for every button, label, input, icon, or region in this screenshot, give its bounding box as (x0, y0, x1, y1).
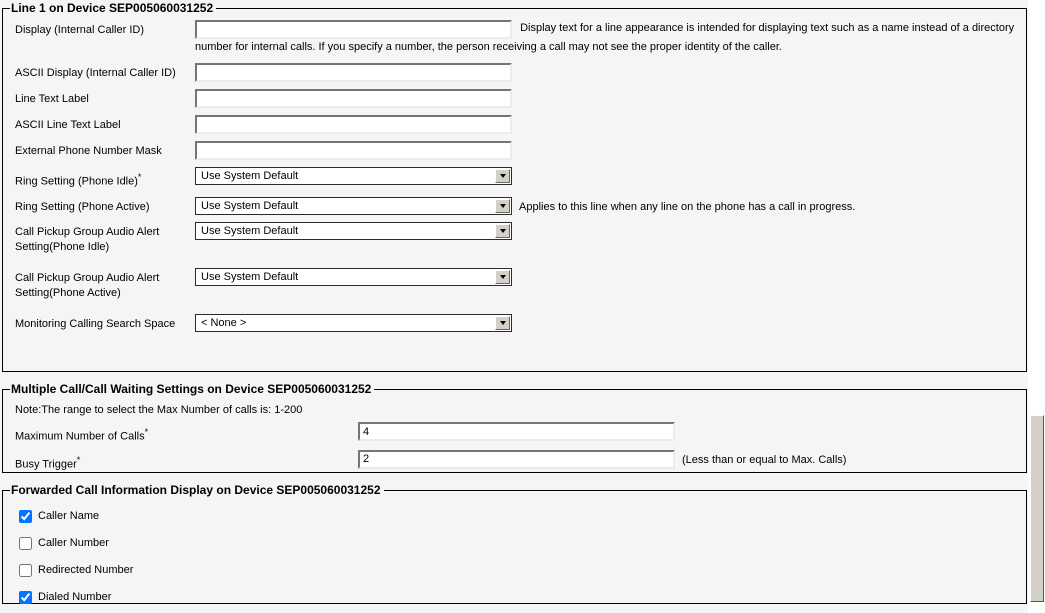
ring-setting-idle-selected-value: Use System Default (201, 170, 299, 182)
external-phone-number-mask-row (15, 141, 1018, 160)
ring-setting-idle-select[interactable] (195, 167, 512, 185)
ring-setting-idle-row (15, 167, 1018, 190)
redirected-number-row (19, 564, 1018, 577)
display-internal-caller-id-label: Display (Internal Caller ID) (15, 24, 144, 36)
busy-trigger-label: Busy Trigger* (15, 454, 81, 471)
pickup-alert-active-row (15, 268, 1018, 301)
busy-trigger-row (15, 450, 1018, 473)
dropdown-arrow-button[interactable] (495, 316, 510, 330)
redirected-number-label[interactable]: Redirected Number (38, 564, 134, 576)
forwarded-call-display-title: Forwarded Call Information Display on Device SEP005060031252 (11, 483, 381, 497)
caller-name-checkbox[interactable] (19, 510, 32, 523)
display-internal-caller-id-row (15, 20, 1018, 56)
ring-setting-active-row (15, 197, 1018, 215)
busy-trigger-help-text: (Less than or equal to Max. Calls) (682, 453, 847, 466)
dropdown-arrow-button[interactable] (495, 169, 510, 183)
ascii-display-row (15, 63, 1018, 82)
ring-setting-idle-label: Ring Setting (Phone Idle)* (15, 172, 142, 188)
multiple-call-settings-section (2, 383, 1027, 473)
ascii-display-input[interactable] (195, 63, 512, 82)
external-phone-number-mask-input[interactable] (195, 141, 512, 160)
display-internal-caller-id-input[interactable] (195, 20, 512, 39)
redirected-number-checkbox[interactable] (19, 564, 32, 577)
ring-setting-active-selected-value: Use System Default (201, 199, 299, 212)
ascii-display-label: ASCII Display (Internal Caller ID) (15, 67, 176, 79)
busy-trigger-input[interactable] (358, 450, 675, 469)
pickup-alert-active-label: Call Pickup Group Audio Alert Setting(Phone Active) (15, 271, 160, 299)
max-calls-range-note: Note:The range to select the Max Number of calls is: 1-200 (15, 404, 303, 416)
monitoring-css-label: Monitoring Calling Search Space (15, 317, 176, 330)
caller-number-row (19, 537, 1018, 550)
pickup-alert-idle-selected-value: Use System Default (201, 224, 299, 237)
caller-number-checkbox[interactable] (19, 537, 32, 550)
line-text-label-label: Line Text Label (15, 93, 89, 105)
maximum-number-of-calls-label: Maximum Number of Calls* (15, 427, 149, 443)
line-text-label-input[interactable] (195, 89, 512, 108)
pickup-alert-idle-select[interactable] (195, 222, 512, 240)
display-help-text: Display text for a line appearance is intended for displaying text such as a name instead of a directory number for internal calls. If you specify a number, the person receiving a call may not see the proper identity of the caller. (195, 22, 1015, 53)
maximum-number-of-calls-input[interactable] (358, 422, 675, 441)
dialed-number-row (19, 591, 1018, 604)
pickup-alert-idle-label: Call Pickup Group Audio Alert Setting(Phone Idle) (15, 225, 160, 253)
caller-number-label[interactable]: Caller Number (38, 537, 109, 549)
display-internal-caller-id-control (195, 20, 1018, 56)
required-asterisk: * (137, 172, 142, 182)
required-asterisk: * (76, 454, 81, 465)
line-text-label-row (15, 89, 1018, 108)
caller-name-label[interactable]: Caller Name (38, 510, 100, 522)
ascii-line-text-label-label: ASCII Line Text Label (15, 119, 121, 131)
ring-setting-active-select[interactable] (195, 197, 512, 215)
external-phone-number-mask-label: External Phone Number Mask (15, 145, 162, 157)
pickup-alert-active-selected-value: Use System Default (201, 270, 299, 283)
vertical-scrollbar-thumb[interactable] (1030, 415, 1044, 602)
required-asterisk: * (144, 427, 149, 437)
dropdown-arrow-button[interactable] (495, 199, 510, 213)
chevron-down-icon (500, 174, 506, 178)
monitoring-css-select[interactable] (195, 314, 512, 332)
pickup-alert-active-select[interactable] (195, 268, 512, 286)
monitoring-css-selected-value: < None > (201, 316, 247, 329)
line-1-section-title: Line 1 on Device SEP005060031252 (11, 1, 214, 15)
dialed-number-checkbox[interactable] (19, 591, 32, 604)
dialed-number-label[interactable]: Dialed Number (38, 591, 112, 603)
multiple-call-settings-title: Multiple Call/Call Waiting Settings on Device SEP005060031252 (11, 382, 372, 396)
forwarded-call-display-section (2, 484, 1027, 604)
caller-name-row (19, 510, 1018, 523)
dropdown-arrow-button[interactable] (495, 270, 510, 284)
chevron-down-icon (500, 321, 506, 325)
ascii-line-text-label-row (15, 115, 1018, 134)
pickup-alert-idle-row (15, 222, 1018, 255)
chevron-down-icon (500, 275, 506, 279)
ring-setting-active-label: Ring Setting (Phone Active) (15, 200, 150, 213)
chevron-down-icon (500, 204, 506, 208)
chevron-down-icon (500, 229, 506, 233)
line-1-section (2, 2, 1027, 372)
dropdown-arrow-button[interactable] (495, 224, 510, 238)
ascii-line-text-label-input[interactable] (195, 115, 512, 134)
monitoring-css-row (15, 314, 1018, 332)
maximum-number-of-calls-row (15, 422, 1018, 445)
ring-setting-active-help-text: Applies to this line when any line on the phone has a call in progress. (519, 200, 856, 213)
